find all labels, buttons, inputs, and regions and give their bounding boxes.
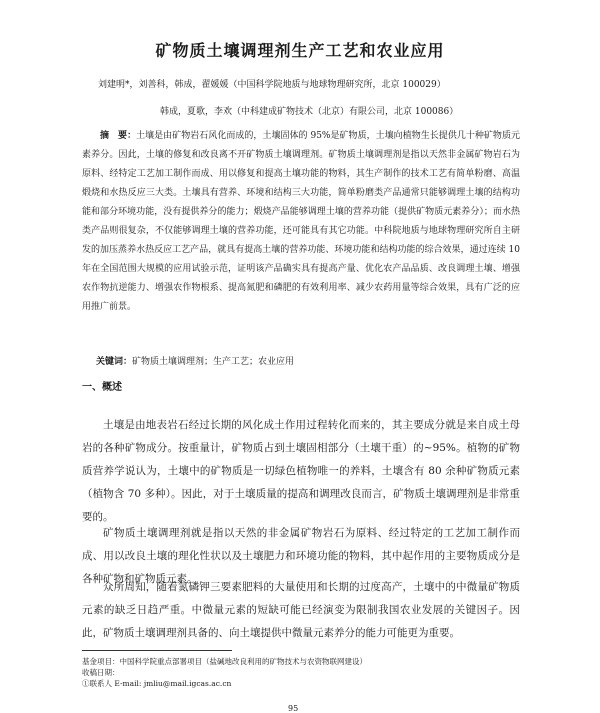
abstract-label: 摘 要： [100,131,137,141]
page-number: 95 [288,704,299,713]
abstract [82,127,520,317]
section-heading-overview: 一、概述 [82,382,122,393]
body-paragraph: 土壤是由地表岩石经过长期的风化成土作用过程转化而来的，其主要成分就是来自成土母岩的各种矿物成分。按重量计，矿物质占到土壤固相部分（土壤干重）的~95%。植物的矿物质营养学说认为，土壤中的矿物质是一切绿色植物唯一的养料，土壤含有 80 余种矿物质元素（植物含 70 多种）。因此，对于土壤质量的提高和调理改良而言，矿物质土壤调理剂是非常重要的。 [82,418,520,523]
body-paragraph: 矿物质土壤调理剂就是指以天然的非金属矿物岩石为原料、经过特定的工艺加工制作而成、用以改良土壤的理化性状以及土壤肥力和环境功能的物料，其中起作用的主要物质成分是各种矿物和矿物质元素。 [82,526,520,585]
body-paragraph: 众所周知，随着氮磷钾三要素肥料的大量使用和长期的过度高产，土壤中的中微量矿物质元素的缺乏日趋严重。中微量元素的短缺可能已经演变为限制我国农业发展的关键因子。因此，矿物质土壤调理剂具备的、向土壤提供中微量元素养分的能力可能更为重要。 [82,580,520,639]
author-affiliation-line-2: 韩成，夏歌，李欢（中科建成矿物技术（北京）有限公司，北京 100086） [160,107,459,117]
author-affiliation-line-1: 刘建明*，刘善科，韩成，翟媛媛（中国科学院地质与地球物理研究所，北京 100029） [98,80,446,90]
footnote-contact-email: ①联系人 E-mail: jmliu@mail.igcas.ac.cn [82,679,232,688]
keywords-label: 关键词： [96,357,133,367]
footnote-funding: 基金项目：中国科学院重点部署项目（盐碱地改良利用的矿物技术与农资物联网建设） [82,657,367,666]
footnote-divider [82,650,232,651]
paper-title: 矿物质土壤调理剂生产工艺和农业应用 [155,41,445,60]
keywords [96,354,294,367]
keywords-text: 矿物质土壤调理剂；生产工艺；农业应用 [132,357,295,367]
footnote-received-date: 收稿日期： [82,668,120,677]
abstract-text: 土壤是由矿物岩石风化而成的，土壤固体的 95%是矿物质，土壤向植物生长提供几十种矿物质元素养分。因此，土壤的修复和改良离不开矿物质土壤调理剂。矿物质土壤调理剂是指以天然非金属矿物岩石为原料、经特定工艺加工制作而成、用以修复和提高土壤功能的物料，其生产制作的技术工艺有简单粉磨、高温煅烧和水热反应三大类。土壤具有营养、环境和结构三大功能，简单粉磨类产品通常只能够调理土壤的结构功能和部分环境功能，没有提供养分的能力；煅烧产品能够调理土壤的营养功能（提供矿物质元素养分）；而水热类产品则很复杂，不仅能够调理土壤的营养功能，还可能具有其它功能。中科院地质与地球物理研究所自主研发的加压蒸养水热反应工艺产品，就具有提高土壤的营养功能、环境功能和结构功能的综合效果，通过连续 10 年在全国范围大规模的应用试验示范，证明该产品确实具有提高产量、优化农产品品质、改良调理土壤、增强农作物抗逆能力、增强农作物根系、提高氮肥和磷肥的有效利用率、减少农药用量等综合效果，具有广泛的应用推广前景。 [82,131,520,312]
